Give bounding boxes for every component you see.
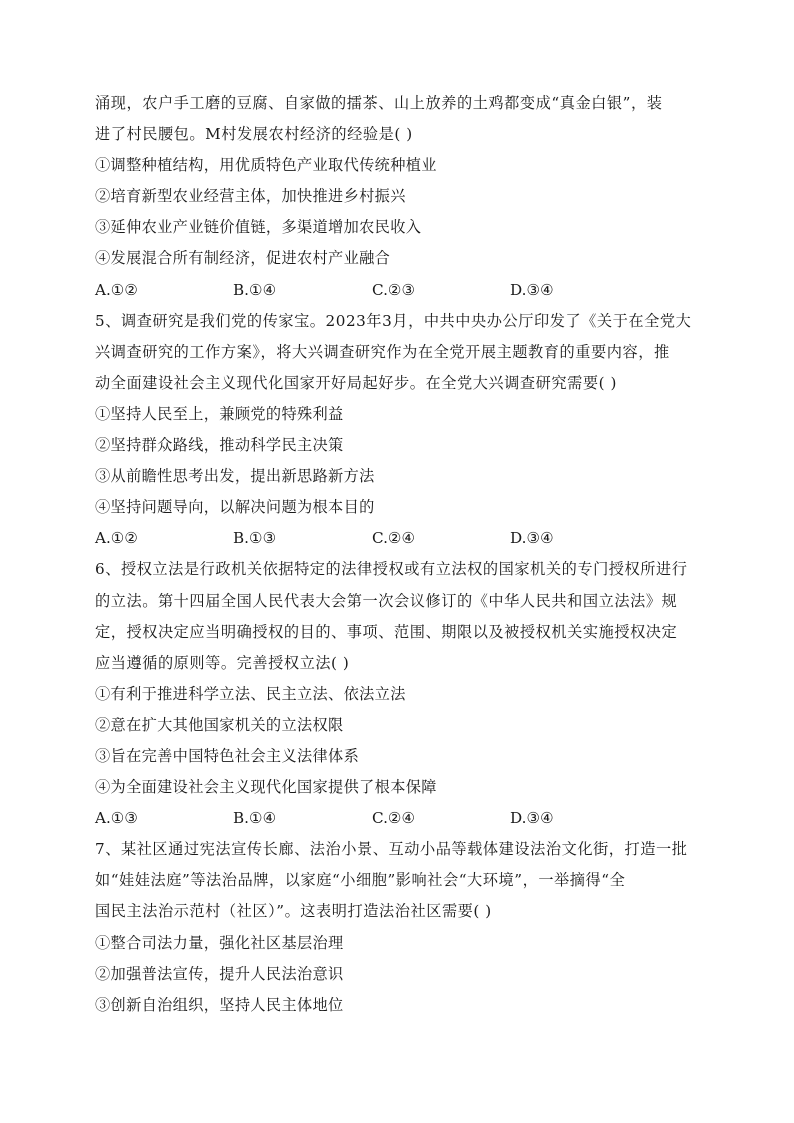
stem-line: 的立法。第十四届全国人民代表大会第一次会议修订的《中华人民共和国立法法》规 (95, 591, 678, 610)
stem-line: 动全面建设社会主义现代化国家开好局起好步。在全党大兴调查研究需要( ) (95, 373, 617, 392)
question-stem (95, 834, 705, 927)
question-stem (95, 554, 705, 678)
option-d: D.③④ (510, 529, 554, 548)
question-stem (95, 306, 705, 399)
question-5 (95, 306, 705, 555)
stem-line: 5、调查研究是我们党的传家宝。2023年3月，中共中央办公厅印发了《关于在全党大 (95, 311, 692, 330)
statement-3: ③旨在完善中国特色社会主义法律体系 (95, 746, 360, 765)
option-c: C.②④ (372, 529, 416, 548)
statement-2: ②加强普法宣传，提升人民法治意识 (95, 964, 344, 983)
statement-3: ③创新自治组织，坚持人民主体地位 (95, 995, 344, 1014)
stem-line: 应当遵循的原则等。完善授权立法( ) (95, 653, 350, 672)
question-6 (95, 554, 705, 834)
statement-3: ③从前瞻性思考出发，提出新思路新方法 (95, 467, 375, 486)
statement-1: ①有利于推进科学立法、民主立法、依法立法 (95, 684, 406, 703)
option-a: A.①③ (95, 809, 139, 828)
option-d: D.③④ (510, 280, 554, 299)
option-c: C.②④ (372, 809, 416, 828)
stem-line: 兴调查研究的工作方案》，将大兴调查研究作为在全党开展主题教育的重要内容，推 (95, 342, 670, 361)
statement-4: ④发展混合所有制经济，促进农村产业融合 (95, 249, 391, 268)
answer-options (95, 803, 705, 834)
statement-2: ②坚持群众路线，推动科学民主决策 (95, 436, 344, 455)
statement-1: ①坚持人民至上，兼顾党的特殊利益 (95, 404, 344, 423)
statement-1: ①整合司法力量，强化社区基层治理 (95, 933, 344, 952)
option-b: B.①④ (233, 809, 277, 828)
stem-line: 定，授权决定应当明确授权的目的、事项、范围、期限以及被授权机关实施授权决定 (95, 622, 678, 641)
stem-line: 进了村民腰包。M村发展农村经济的经验是( ) (95, 125, 413, 144)
option-d: D.③④ (510, 809, 554, 828)
question-4-continued (95, 88, 705, 306)
question-stem (95, 88, 705, 150)
stem-line: 6、授权立法是行政机关依据特定的法律授权或有立法权的国家机关的专门授权所进行 (95, 560, 688, 579)
question-7 (95, 834, 705, 1021)
option-a: A.①② (95, 529, 139, 548)
statement-2: ②培育新型农业经营主体，加快推进乡村振兴 (95, 187, 406, 206)
option-b: B.①③ (233, 529, 277, 548)
statement-1: ①调整种植结构，用优质特色产业取代传统种植业 (95, 156, 437, 175)
page-content (95, 88, 705, 1021)
option-c: C.②③ (372, 280, 416, 299)
answer-options (95, 523, 705, 554)
stem-line: 国民主法治示范村（社区）”。这表明打造法治社区需要( ) (95, 902, 492, 921)
stem-line: 7、某社区通过宪法宣传长廊、法治小景、互动小品等载体建设法治文化街，打造一批 (95, 840, 688, 859)
stem-line: 如“娃娃法庭”等法治品牌，以家庭“小细胞”影响社会“大环境”，一举摘得“全 (95, 871, 626, 890)
answer-options (95, 275, 705, 306)
statement-3: ③延伸农业产业链价值链，多渠道增加农民收入 (95, 218, 422, 237)
option-b: B.①④ (233, 280, 277, 299)
stem-line: 涌现，农户手工磨的豆腐、自家做的擂茶、山上放养的土鸡都变成“真金白银”，装 (95, 94, 663, 112)
option-a: A.①② (95, 280, 139, 299)
statement-4: ④坚持问题导向，以解决问题为根本目的 (95, 498, 375, 517)
statement-4: ④为全面建设社会主义现代化国家提供了根本保障 (95, 778, 437, 797)
statement-2: ②意在扩大其他国家机关的立法权限 (95, 715, 344, 734)
